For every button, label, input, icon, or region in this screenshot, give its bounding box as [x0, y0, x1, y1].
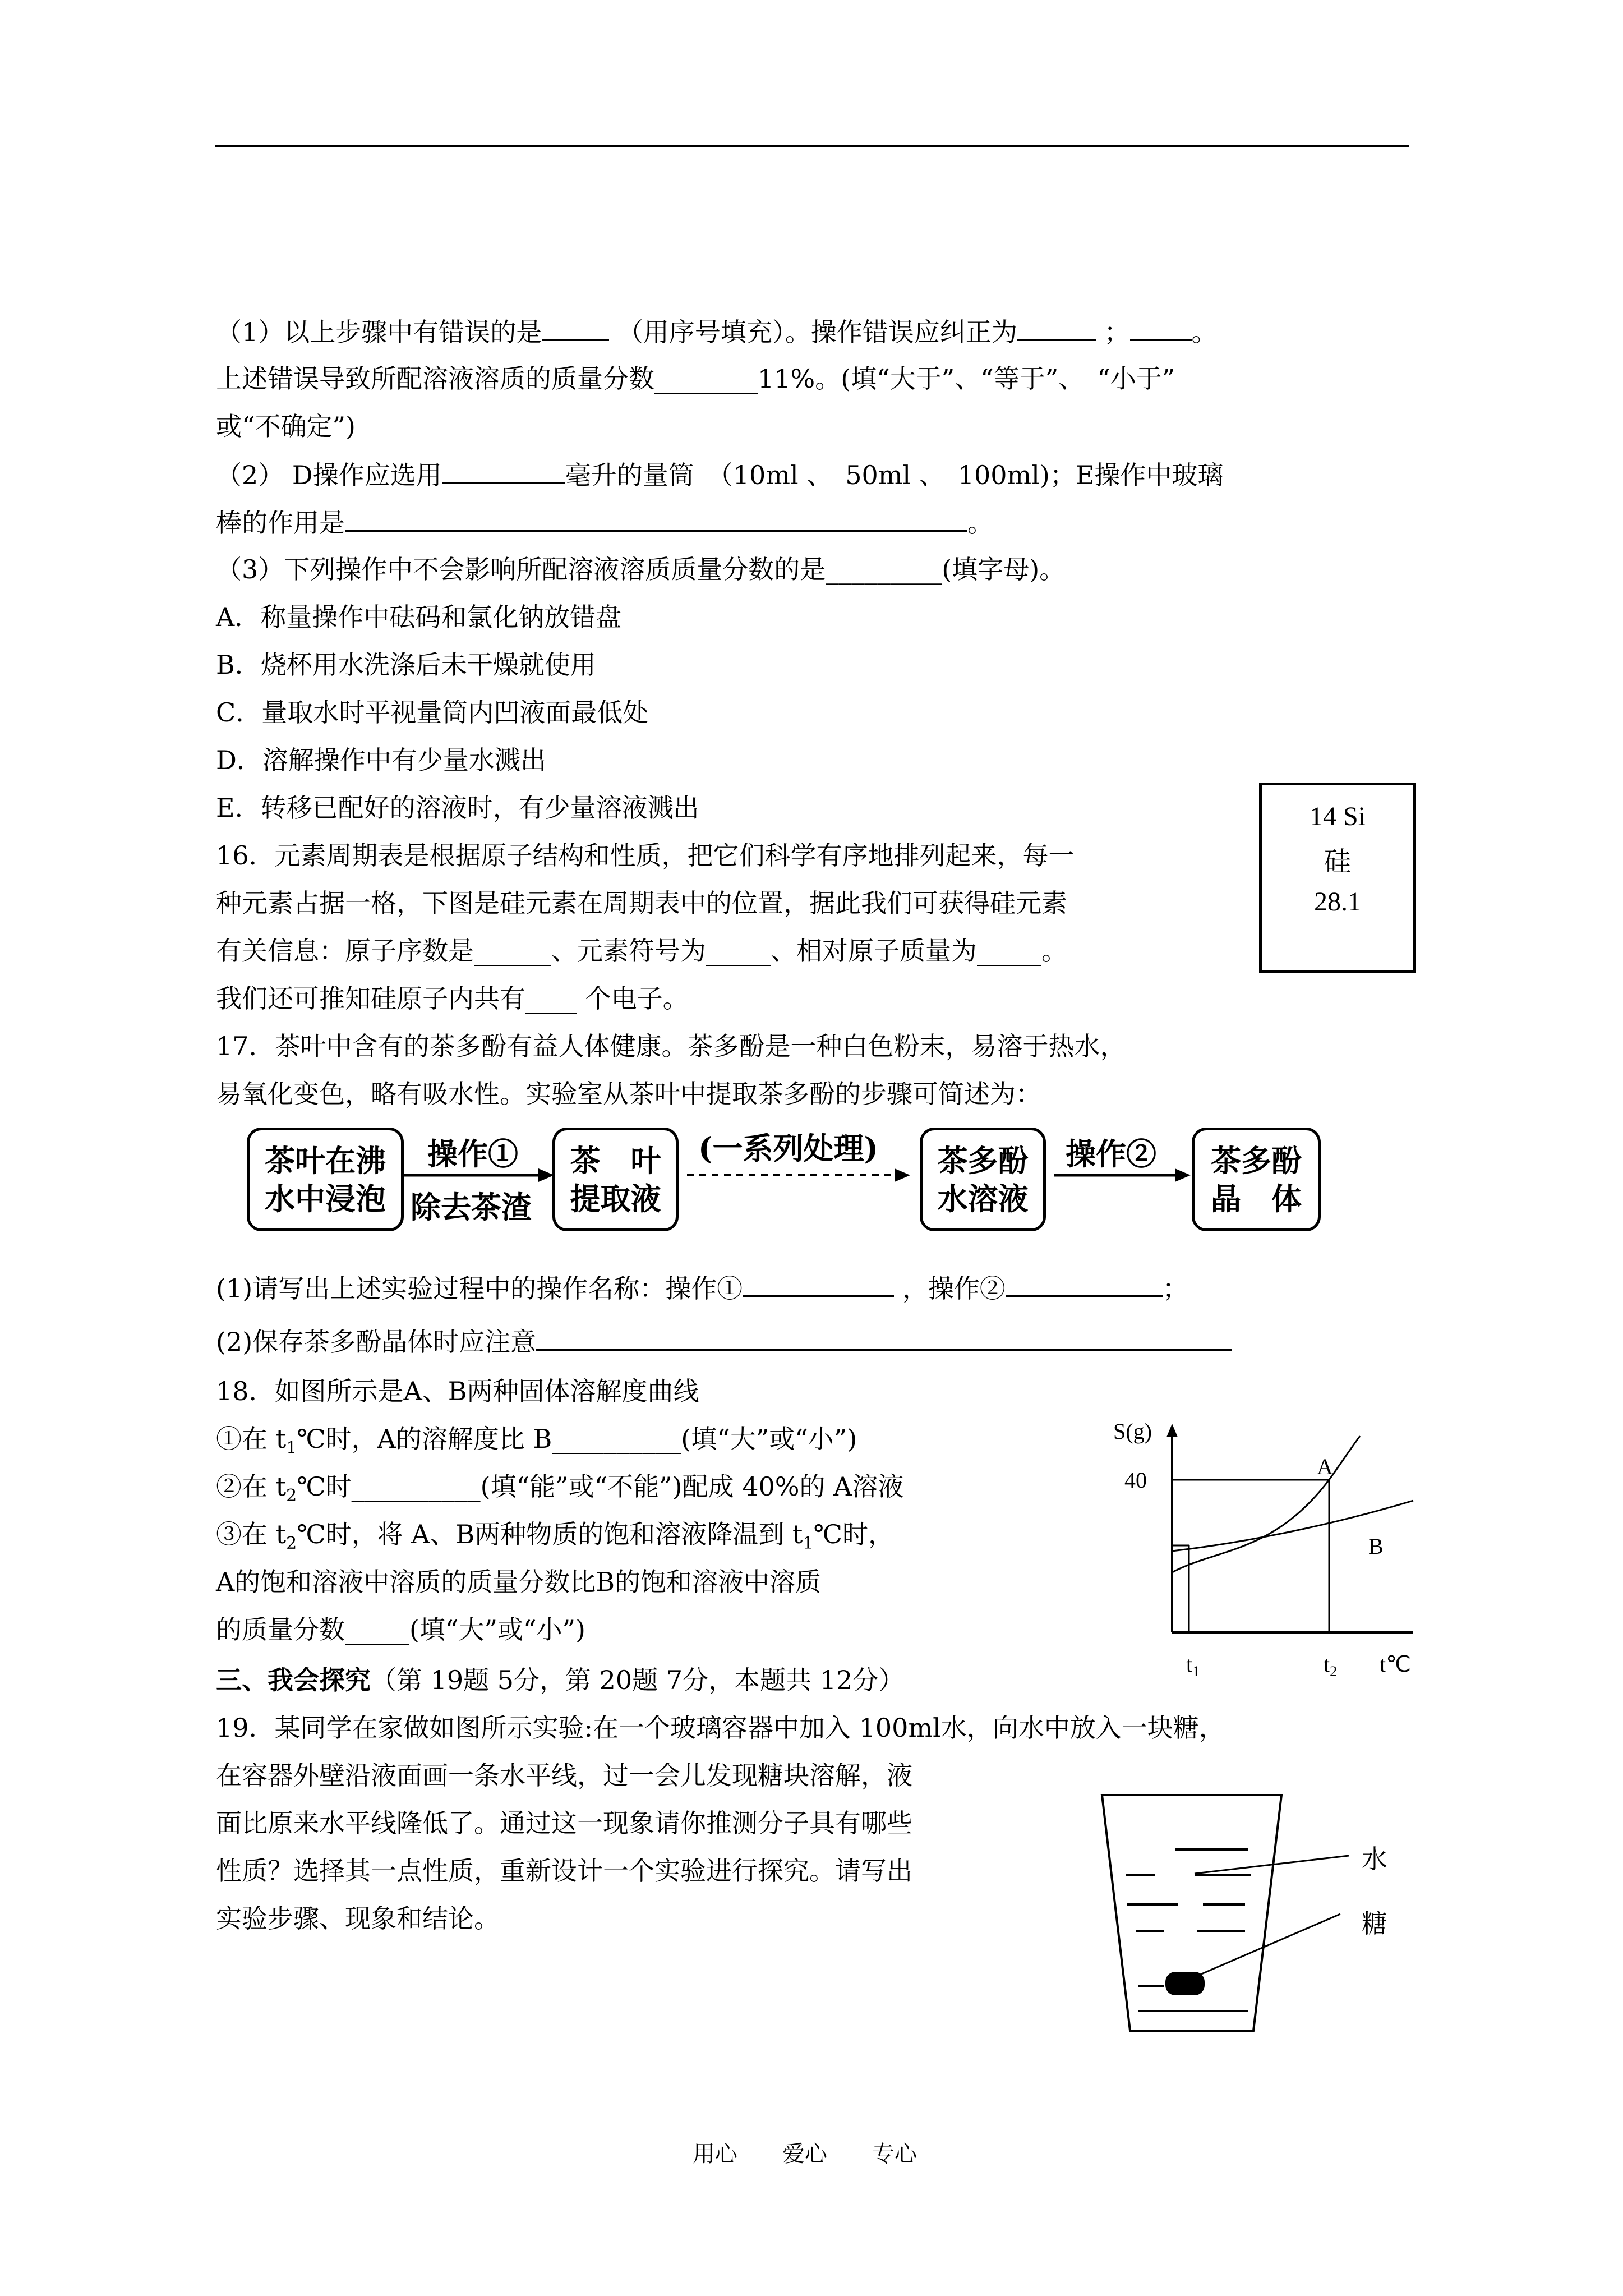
q15-p1-line1: （1）以上步骤中有错误的是 （用序号填充）。操作错误应纠正为 ； 。	[216, 314, 1218, 349]
label-sugar: 糖	[1362, 1908, 1387, 1939]
q15-p2-line2: 棒的作用是 。	[216, 505, 993, 540]
q15-option-c: C．量取水时平视量筒内凹液面最低处	[216, 697, 649, 728]
element-number-symbol: 14 Si	[1309, 802, 1366, 831]
chart-x-tick-t2: $t_2$	[1324, 1651, 1338, 1680]
flow-box-text: 茶叶在沸	[265, 1142, 386, 1179]
q19-line1: 19．某同学在家做如图所示实验:在一个玻璃容器中加入 100ml水，向水中放入一块糖，	[216, 1713, 1225, 1743]
q18-item3-cont: A的饱和溶液中溶质的质量分数比B的饱和溶液中溶质	[216, 1567, 822, 1597]
q17-line1: 17．茶叶中含有的茶多酚有益人体健康。茶多酚是一种白色粉末，易溶于热水，	[216, 1031, 1126, 1061]
q15-p2-line1: （2） D操作应选用 毫升的量筒 （10ml 、 50ml 、 100ml)；E操作中玻璃	[216, 457, 1223, 492]
flow-box-polyphenol-solution	[920, 1128, 1046, 1231]
chart-label-b: B	[1368, 1534, 1384, 1559]
section3-heading: 三、我会探究（第 19题 5分，第 20题 7分，本题共 12分）	[216, 1665, 905, 1695]
q15-option-b: B．烧杯用水洗涤后未干燥就使用	[216, 650, 596, 680]
sugar-pointer-line	[1200, 1914, 1340, 1975]
q18-item3-cont2: 的质量分数_____(填“大”或“小”)	[216, 1614, 585, 1645]
q18-item2: ②在 $t_2℃$时__________(填“能”或“不能”)配成 40%的 A溶液	[216, 1471, 904, 1506]
flow-arrow3-top-label: 操作②	[1066, 1136, 1156, 1172]
q17-sub2: (2)保存茶多酚晶体时应注意	[216, 1324, 1232, 1359]
q19-line3: 面比原来水平线隆低了。通过这一现象请你推测分子具有哪些	[216, 1808, 912, 1838]
flow-arrow1-bottom-label: 除去茶渣	[411, 1189, 532, 1225]
q18-item1: ①在 $t_1℃$时，A的溶解度比 B__________(填“大”或“小”)	[216, 1424, 857, 1458]
q16-line2: 种元素占据一格，下图是硅元素在周期表中的位置，据此我们可获得硅元素	[216, 888, 1067, 918]
flow-box-text: 水中浸泡	[265, 1180, 386, 1217]
chart-y-tick-40: 40	[1124, 1467, 1147, 1493]
chart-y-axis-label: S(g)	[1113, 1419, 1152, 1444]
flow-box-tea-soak	[247, 1128, 404, 1231]
q19-line4: 性质？选择其一点性质，重新设计一个实验进行探究。请写出	[216, 1856, 912, 1886]
chart-x-axis-label: t℃	[1380, 1651, 1412, 1677]
flow-box-text: 水溶液	[937, 1180, 1029, 1217]
element-mass: 28.1	[1314, 887, 1361, 917]
flow-arrow1	[404, 1167, 555, 1184]
q15-option-d: D．溶解操作中有少量水溅出	[216, 745, 546, 775]
chart-x-tick-t1: $t_1$	[1186, 1651, 1200, 1680]
chart-y-arrow	[1166, 1424, 1178, 1437]
q17-sub1: (1)请写出上述实验过程中的操作名称：操作① ，操作② ；	[216, 1271, 1188, 1305]
q19-line5: 实验步骤、现象和结论。	[216, 1903, 500, 1934]
q19-line2: 在容器外壁沿液面画一条水平线，过一会儿发现糖块溶解，液	[216, 1760, 912, 1791]
q16-line1: 16．元素周期表是根据原子结构和性质，把它们科学有序地排列起来，每一	[216, 840, 1075, 871]
flow-box-text: 晶 体	[1211, 1180, 1302, 1217]
flow-box-text: 茶 叶	[570, 1142, 661, 1179]
page-footer: 用心 爱心 专心	[693, 2141, 917, 2167]
header-rule	[215, 145, 1409, 147]
label-water: 水	[1362, 1844, 1387, 1874]
solubility-chart	[1105, 1414, 1424, 1700]
chart-label-a: A	[1317, 1454, 1333, 1479]
q17-line2: 易氧化变色，略有吸水性。实验室从茶叶中提取茶多酚的步骤可简述为：	[216, 1079, 1041, 1109]
q18-line1: 18．如图所示是A、B两种固体溶解度曲线	[216, 1376, 699, 1406]
sugar-cube	[1165, 1972, 1205, 1995]
flow-box-text: 茶多酚	[1211, 1142, 1302, 1179]
flow-box-tea-extract	[552, 1128, 679, 1231]
q18-item3: ③在 $t_2℃$时，将 A、B两种物质的饱和溶液降温到 $t_1℃$时，	[216, 1519, 894, 1554]
flow-arrow3	[1054, 1167, 1192, 1184]
flow-arrow1-top-label: 操作①	[427, 1136, 518, 1172]
flow-arrow2-top-label: (一系列处理)	[698, 1130, 879, 1166]
q16-line3: 有关信息：原子序数是______、元素符号为_____、相对原子质量为_____。	[216, 936, 1067, 966]
q15-p1-line3: 或“不确定”)	[216, 411, 356, 441]
q16-line4: 我们还可推知硅原子内共有____ 个电子。	[216, 983, 689, 1014]
element-name: 硅	[1324, 847, 1351, 877]
beaker-illustration	[1094, 1784, 1402, 2036]
q15-option-e: E．转移已配好的溶液时，有少量溶液溅出	[216, 793, 699, 823]
flow-box-text: 提取液	[570, 1180, 661, 1217]
flow-arrow2	[687, 1167, 911, 1184]
q15-option-a: A．称量操作中砝码和氯化钠放错盘	[216, 602, 622, 632]
q15-p1-line2: 上述错误导致所配溶液溶质的质量分数________11%。(填“大于”、“等于”、 “小于”	[216, 364, 1175, 394]
q15-p3: （3）下列操作中不会影响所配溶液溶质质量分数的是_________(填字母)。	[216, 554, 1066, 585]
element-card-silicon	[1259, 783, 1416, 973]
flow-box-polyphenol-crystal	[1192, 1128, 1321, 1231]
flow-box-text: 茶多酚	[937, 1142, 1029, 1179]
